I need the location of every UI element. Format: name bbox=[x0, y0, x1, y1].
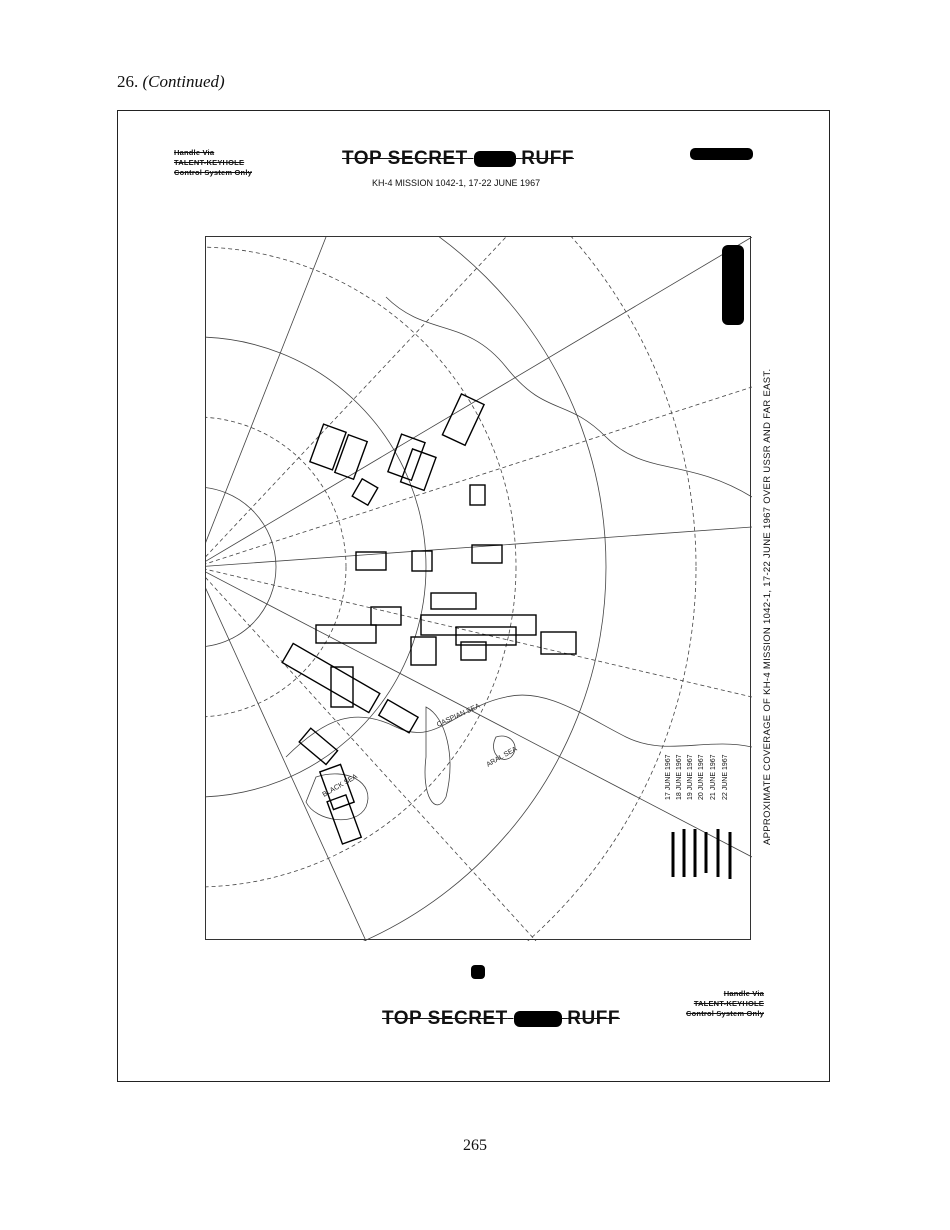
coverage-frame bbox=[371, 607, 401, 625]
control-stamp-top bbox=[174, 148, 252, 178]
classification-text: TOP SECRET bbox=[382, 1008, 508, 1029]
control-line: Handle Via bbox=[723, 989, 764, 998]
latitude-circle bbox=[206, 237, 696, 941]
coverage-frame bbox=[352, 479, 378, 505]
page-number: 265 bbox=[463, 1137, 487, 1154]
coverage-frame bbox=[470, 485, 485, 505]
continued-label: (Continued) bbox=[142, 72, 225, 91]
coverage-frame bbox=[299, 728, 337, 764]
coverage-frame bbox=[541, 632, 576, 654]
latitude-circle bbox=[206, 337, 426, 797]
control-line: Control System Only bbox=[686, 1009, 764, 1018]
legend-date: 21 JUNE 1967 bbox=[710, 754, 717, 800]
meridian-line bbox=[206, 567, 752, 857]
classification-text: RUFF bbox=[521, 148, 574, 169]
map-label-aral: ARAL SEA bbox=[485, 745, 519, 769]
legend-date: 22 JUNE 1967 bbox=[722, 754, 729, 800]
coverage-frame bbox=[411, 637, 436, 665]
redaction-blot bbox=[722, 245, 744, 325]
control-line: TALENT-KEYHOLE bbox=[174, 158, 245, 167]
legend-date: 17 JUNE 1967 bbox=[665, 754, 672, 800]
control-stamp-bottom bbox=[672, 989, 764, 1019]
redaction-blot bbox=[471, 965, 485, 979]
latitude-circle bbox=[206, 247, 516, 887]
meridian-line bbox=[206, 237, 326, 567]
figure-number: 26. bbox=[117, 72, 139, 91]
map-drawing bbox=[206, 237, 752, 941]
figure-heading bbox=[117, 72, 225, 92]
coverage-frame bbox=[412, 551, 432, 571]
redaction-blot bbox=[514, 1011, 562, 1027]
map-label-caspian: CASPIAN SEA bbox=[435, 702, 482, 729]
classification-top bbox=[342, 148, 574, 170]
redaction-blot bbox=[690, 148, 753, 160]
coverage-frame bbox=[431, 593, 476, 609]
meridian-line bbox=[206, 567, 752, 697]
latitude-circle bbox=[206, 487, 276, 647]
meridian-line bbox=[206, 567, 366, 941]
black-sea-outline bbox=[306, 774, 368, 820]
latitude-circle bbox=[206, 237, 606, 941]
classification-text: RUFF bbox=[567, 1008, 620, 1029]
coverage-frame bbox=[442, 394, 484, 445]
classification-bottom bbox=[382, 1008, 620, 1030]
legend-date: 19 JUNE 1967 bbox=[687, 754, 694, 800]
legend-date: 20 JUNE 1967 bbox=[698, 754, 705, 800]
meridian-line bbox=[206, 527, 752, 567]
classification-text: TOP SECRET bbox=[342, 148, 468, 169]
control-line: Control System Only bbox=[174, 168, 252, 177]
map-label-black: BLACK SEA bbox=[321, 773, 359, 799]
control-line: TALENT-KEYHOLE bbox=[693, 999, 764, 1008]
coverage-frame bbox=[401, 449, 436, 490]
coverage-frame bbox=[472, 545, 502, 563]
map-subtitle: KH-4 MISSION 1042-1, 17-22 JUNE 1967 bbox=[372, 178, 541, 188]
legend-date: 18 JUNE 1967 bbox=[676, 754, 683, 800]
coverage-frame bbox=[310, 424, 346, 470]
coverage-map bbox=[205, 236, 751, 940]
map-caption: APPROXIMATE COVERAGE OF KH-4 MISSION 1042-1, 17-22 JUNE 1967 OVER USSR AND FAR EAST. bbox=[762, 368, 773, 845]
coverage-frame bbox=[335, 435, 367, 479]
control-line: Handle Via bbox=[174, 148, 215, 157]
coverage-frame bbox=[421, 615, 536, 635]
redaction-blot bbox=[474, 151, 516, 167]
